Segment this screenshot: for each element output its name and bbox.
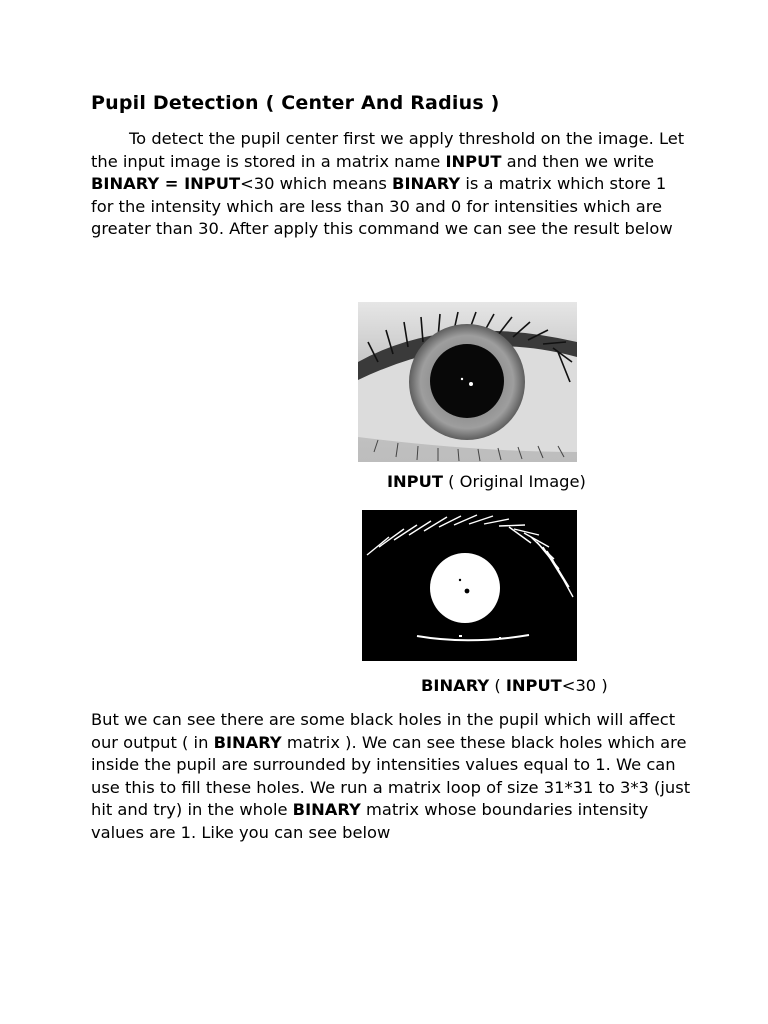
intro-paragraph <box>91 128 691 241</box>
caption2-bold-input: INPUT <box>505 676 562 695</box>
binary-image-caption <box>421 676 608 695</box>
para2-bold-binary-2: BINARY <box>292 800 361 820</box>
para1-text-1: To detect the pupil center first we apply threshold on the image. Let the input image is stored in a matrix name <box>91 129 685 171</box>
binary-eye-illustration <box>359 507 580 664</box>
caption2-text-rest: <30 ) <box>561 676 608 695</box>
para2-text-1: But we can see there are some black holes in the pupil which will affect our output ( in <box>91 710 676 752</box>
input-eye-illustration <box>358 302 577 462</box>
para2-text-3: matrix whose boundaries intensity values are 1. Like you can see below <box>91 800 649 842</box>
caption2-bold-binary: BINARY <box>421 676 490 695</box>
para1-bold-input: INPUT <box>445 151 502 171</box>
binary-eye-image <box>359 507 580 664</box>
caption1-bold: INPUT <box>387 472 443 491</box>
caption1-text: ( Original Image) <box>442 472 586 491</box>
para2-bold-binary-1: BINARY <box>213 732 282 752</box>
para1-text-3: <30 which means <box>240 174 393 194</box>
caption2-text-mid: ( <box>489 676 506 695</box>
input-eye-image <box>358 302 577 462</box>
para1-text-2: and then we write <box>501 151 655 171</box>
section-heading: Pupil Detection ( Center And Radius ) <box>91 92 500 114</box>
input-image-caption <box>387 472 586 491</box>
para1-text-4: is a matrix which store 1 for the intensity which are less than 30 and 0 for intensities which are greater than 30. After apply this command we can see the result below <box>91 174 673 239</box>
holes-paragraph <box>91 709 691 845</box>
para1-bold-binary: BINARY <box>392 174 461 194</box>
para2-text-2: matrix ). We can see these black holes which are inside the pupil are surrounded by intensities values equal to 1. We can use this to fill these holes. We run a matrix loop of size 31*31 to 3*3 (just hit and try) in the whole <box>91 732 691 820</box>
para1-bold-binary-expr: BINARY = INPUT <box>91 174 241 194</box>
